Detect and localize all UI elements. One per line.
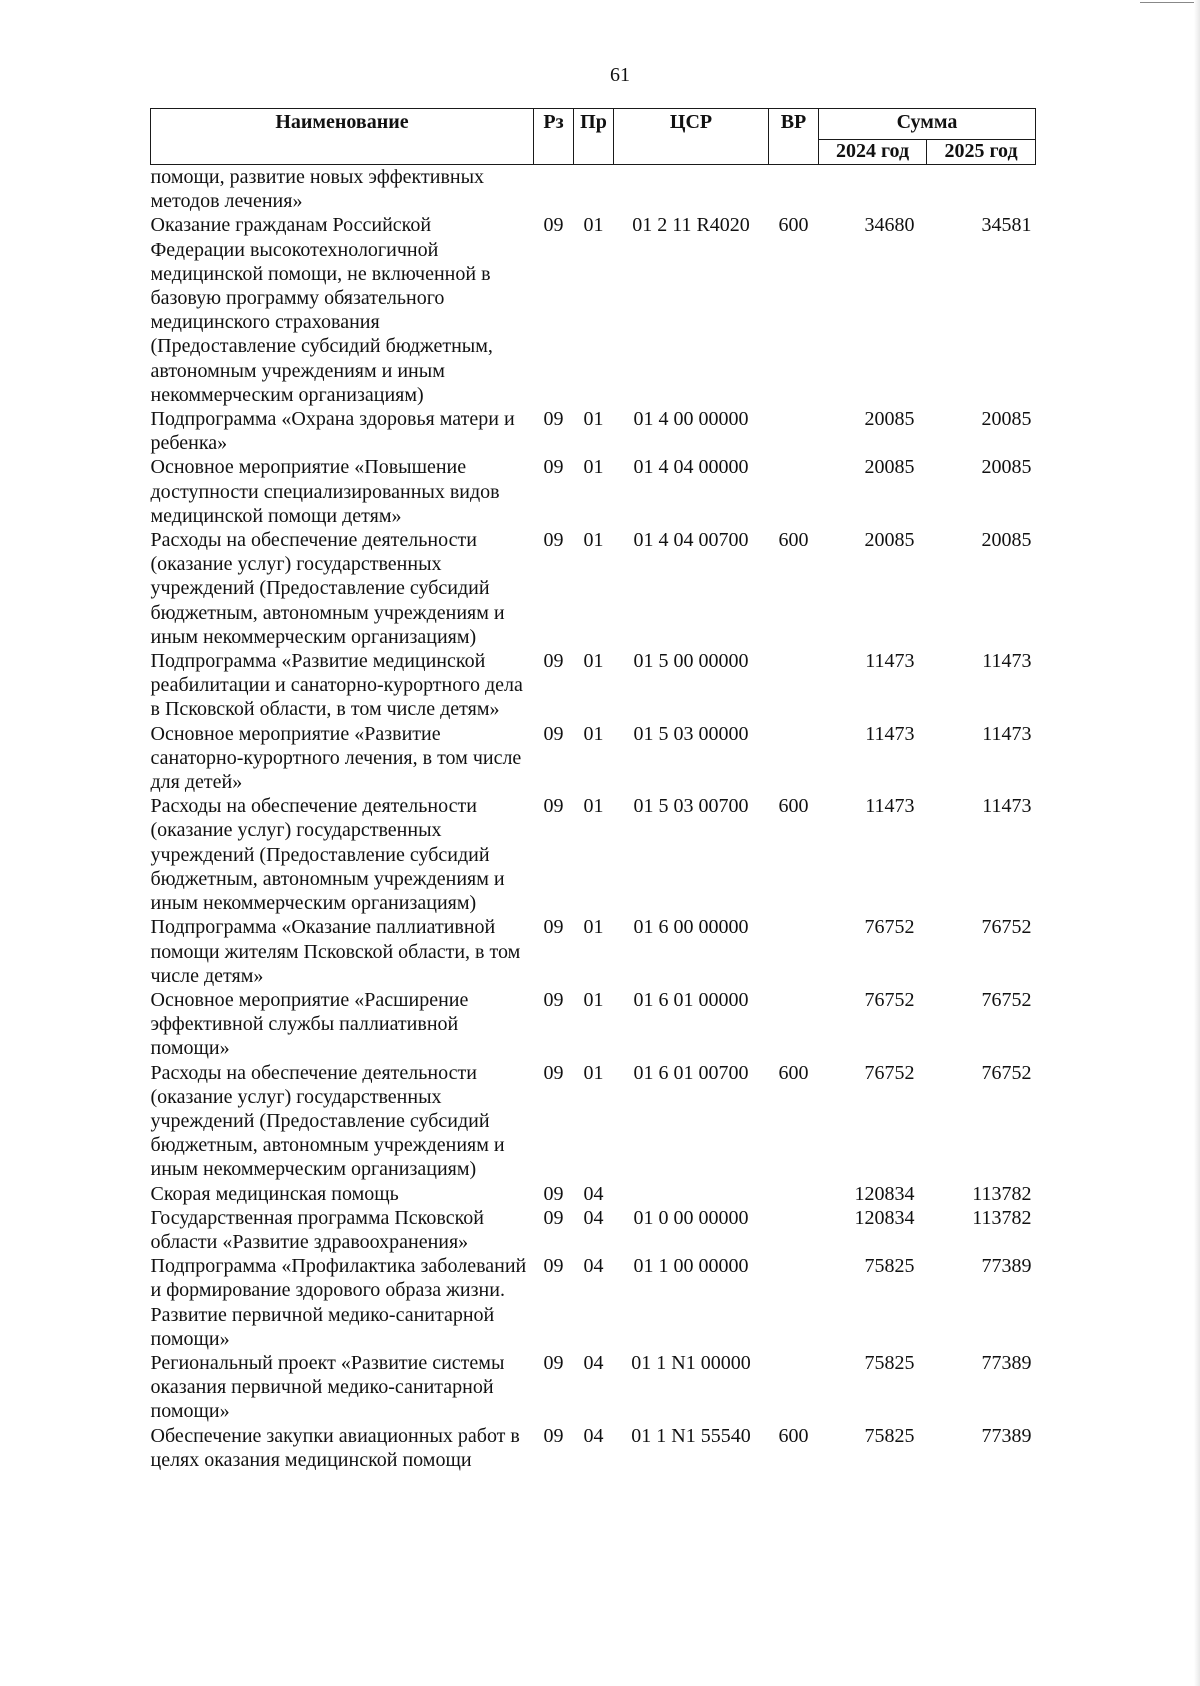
table-row: [151, 1254, 1036, 1351]
cell-vr: [769, 915, 819, 988]
cell-name: Оказание гражданам Российской Федерации высокотехнологичной медицинской помощи, не включенной в базовую программу обязательного медицинского страхования (Предоставление субсидий бюджетным, автономным учреждениям и иным некоммерческим организациям): [150, 214, 493, 406]
cell-vr: [769, 1206, 819, 1254]
cell-csr: 01 1 N1 55540: [631, 1424, 751, 1447]
cell-sum-2024: 120834: [854, 1206, 915, 1229]
cell-pr: 01: [583, 916, 604, 939]
cell-pr: [574, 165, 614, 214]
cell-sum-2024: 120834: [854, 1182, 915, 1205]
scan-edge-shadow: [1194, 0, 1200, 1686]
cell-csr: 01 5 03 00000: [633, 722, 749, 745]
table-row: [151, 988, 1036, 1061]
header-sum: Сумма: [819, 109, 1036, 140]
cell-sum-2024: 75825: [864, 1351, 915, 1374]
cell-vr: [769, 1182, 819, 1206]
cell-rz: 09: [543, 1061, 564, 1084]
cell-vr: 600: [778, 1061, 809, 1084]
table-row: [151, 455, 1036, 528]
cell-pr: 04: [583, 1351, 604, 1374]
cell-csr: [614, 165, 769, 214]
cell-sum-2025: 113782: [972, 1182, 1032, 1205]
cell-name: Региональный проект «Развитие системы оказания первичной медико-санитарной помощи»: [150, 1351, 505, 1423]
table-row: [151, 722, 1036, 795]
scan-edge-mark: [1140, 2, 1200, 3]
table-row: [151, 213, 1036, 407]
table-row: [151, 1424, 1036, 1472]
cell-csr: 01 1 00 00000: [633, 1255, 749, 1278]
header-name: Наименование: [151, 109, 534, 165]
cell-pr: 01: [583, 456, 604, 479]
table-row: [151, 528, 1036, 649]
cell-sum-2025: 76752: [981, 988, 1032, 1011]
cell-vr: 600: [778, 529, 809, 552]
cell-sum-2024: 20085: [864, 456, 915, 479]
table-row: [151, 165, 1036, 214]
cell-pr: 01: [583, 722, 604, 745]
header-year-2024: 2024 год: [819, 140, 927, 165]
cell-rz: 09: [543, 456, 564, 479]
cell-sum-2024: 34680: [864, 214, 915, 237]
cell-vr: 600: [778, 214, 809, 237]
cell-pr: 01: [583, 529, 604, 552]
cell-csr: 01 6 01 00700: [633, 1061, 749, 1084]
cell-vr: [769, 1254, 819, 1351]
cell-sum-2024: 20085: [864, 529, 915, 552]
cell-pr: 01: [583, 1061, 604, 1084]
cell-rz: 09: [543, 795, 564, 818]
cell-sum-2025: 76752: [981, 1061, 1032, 1084]
header-rz: Рз: [534, 109, 574, 165]
cell-name: Подпрограмма «Профилактика заболеваний и формирование здорового образа жизни. Развитие первичной медико-санитарной помощи»: [150, 1255, 527, 1350]
table-row: [151, 407, 1036, 455]
cell-csr: 01 5 03 00700: [633, 795, 749, 818]
cell-csr: 01 2 11 R4020: [632, 214, 750, 237]
cell-sum-2024: 11473: [865, 650, 915, 673]
cell-pr: 01: [583, 408, 604, 431]
cell-name: Расходы на обеспечение деятельности (оказание услуг) государственных учреждений (Предоставление субсидий бюджетным, автономным учреждениям и иным некоммерческим организациям): [150, 1061, 505, 1181]
cell-csr: 01 4 04 00700: [633, 529, 749, 552]
cell-vr: [769, 988, 819, 1061]
cell-sum-2024: 11473: [865, 722, 915, 745]
cell-vr: [769, 722, 819, 795]
cell-sum-2025: 11473: [982, 795, 1032, 818]
cell-pr: 04: [583, 1255, 604, 1278]
cell-sum-2025: 77389: [981, 1351, 1032, 1374]
cell-csr: 01 4 04 00000: [633, 456, 749, 479]
cell-name: Государственная программа Псковской области «Развитие здравоохранения»: [150, 1206, 484, 1253]
table-row: [151, 915, 1036, 988]
cell-pr: 01: [583, 795, 604, 818]
cell-pr: 04: [583, 1182, 604, 1205]
cell-rz: 09: [543, 916, 564, 939]
cell-sum-2025: 113782: [972, 1206, 1032, 1229]
cell-pr: 04: [583, 1206, 604, 1229]
header-vr: ВР: [769, 109, 819, 165]
budget-table: [150, 108, 1036, 1472]
cell-sum-2025: 77389: [981, 1424, 1032, 1447]
cell-sum-2024: 11473: [865, 795, 915, 818]
cell-vr: [769, 165, 819, 214]
cell-sum-2024: 76752: [864, 988, 915, 1011]
cell-name: Основное мероприятие «Расширение эффективной службы паллиативной помощи»: [150, 988, 469, 1060]
cell-sum-2025: 11473: [982, 722, 1032, 745]
cell-pr: 01: [583, 988, 604, 1011]
cell-csr: 01 6 00 00000: [633, 916, 749, 939]
budget-table-container: [150, 108, 1035, 1472]
cell-csr: [614, 1182, 769, 1206]
cell-pr: 01: [583, 650, 604, 673]
cell-rz: 09: [543, 1351, 564, 1374]
table-body: [151, 165, 1036, 1472]
table-header: [151, 109, 1036, 165]
cell-rz: 09: [543, 1182, 564, 1205]
table-row: [151, 649, 1036, 722]
table-row: [151, 1206, 1036, 1254]
cell-rz: 09: [543, 722, 564, 745]
cell-sum-2024: 20085: [864, 408, 915, 431]
cell-name: Подпрограмма «Развитие медицинской реабилитации и санаторно-курортного дела в Псковской области, в том числе детям»: [150, 650, 523, 721]
cell-sum-2025: 77389: [981, 1255, 1032, 1278]
table-row: [151, 1351, 1036, 1424]
cell-csr: 01 5 00 00000: [633, 650, 749, 673]
cell-sum-2024: 76752: [864, 916, 915, 939]
cell-name: Подпрограмма «Оказание паллиативной помощи жителям Псковской области, в том числе детям»: [150, 916, 521, 987]
cell-name: помощи, развитие новых эффективных методов лечения»: [150, 166, 485, 213]
cell-sum-2025: 20085: [981, 408, 1032, 431]
cell-vr: [769, 1351, 819, 1424]
cell-sum-2024: 75825: [864, 1424, 915, 1447]
cell-sum-2025: 76752: [981, 916, 1032, 939]
cell-sum-2025: 11473: [982, 650, 1032, 673]
cell-csr: 01 4 00 00000: [633, 408, 749, 431]
table-row: [151, 1061, 1036, 1182]
header-csr: ЦСР: [614, 109, 769, 165]
cell-vr: 600: [778, 1424, 809, 1447]
cell-rz: 09: [543, 529, 564, 552]
cell-sum-2025: 34581: [981, 214, 1032, 237]
cell-rz: 09: [543, 988, 564, 1011]
header-pr: Пр: [574, 109, 614, 165]
cell-pr: 01: [583, 214, 604, 237]
cell-rz: 09: [543, 650, 564, 673]
cell-sum-2025: [927, 165, 1036, 214]
cell-name: Основное мероприятие «Повышение доступности специализированных видов медицинской помощи детям»: [150, 456, 500, 527]
cell-rz: [534, 165, 574, 214]
cell-rz: 09: [543, 1255, 564, 1278]
cell-pr: 04: [583, 1424, 604, 1447]
cell-name: Обеспечение закупки авиационных работ в целях оказания медицинской помощи: [150, 1424, 520, 1471]
cell-sum-2024: 75825: [864, 1255, 915, 1278]
cell-sum-2024: 76752: [864, 1061, 915, 1084]
cell-vr: [769, 455, 819, 528]
cell-rz: 09: [543, 1424, 564, 1447]
cell-name: Подпрограмма «Охрана здоровья матери и ребенка»: [150, 408, 515, 455]
cell-sum-2024: [819, 165, 927, 214]
cell-name: Скорая медицинская помощь: [150, 1182, 399, 1205]
table-row: [151, 1182, 1036, 1206]
cell-vr: [769, 407, 819, 455]
page-number: 61: [610, 64, 630, 86]
cell-rz: 09: [543, 214, 564, 237]
cell-rz: 09: [543, 1206, 564, 1229]
cell-csr: 01 0 00 00000: [633, 1206, 749, 1229]
table-row: [151, 794, 1036, 915]
cell-csr: 01 6 01 00000: [633, 988, 749, 1011]
cell-vr: 600: [778, 795, 809, 818]
cell-sum-2025: 20085: [981, 529, 1032, 552]
cell-name: Основное мероприятие «Развитие санаторно-курортного лечения, в том числе для детей»: [150, 722, 522, 794]
cell-csr: 01 1 N1 00000: [631, 1351, 751, 1374]
cell-sum-2025: 20085: [981, 456, 1032, 479]
header-year-2025: 2025 год: [927, 140, 1036, 165]
cell-name: Расходы на обеспечение деятельности (оказание услуг) государственных учреждений (Предоставление субсидий бюджетным, автономным учреждениям и иным некоммерческим организациям): [150, 795, 505, 915]
cell-vr: [769, 649, 819, 722]
cell-rz: 09: [543, 408, 564, 431]
cell-name: Расходы на обеспечение деятельности (оказание услуг) государственных учреждений (Предоставление субсидий бюджетным, автономным учреждениям и иным некоммерческим организациям): [150, 529, 505, 648]
